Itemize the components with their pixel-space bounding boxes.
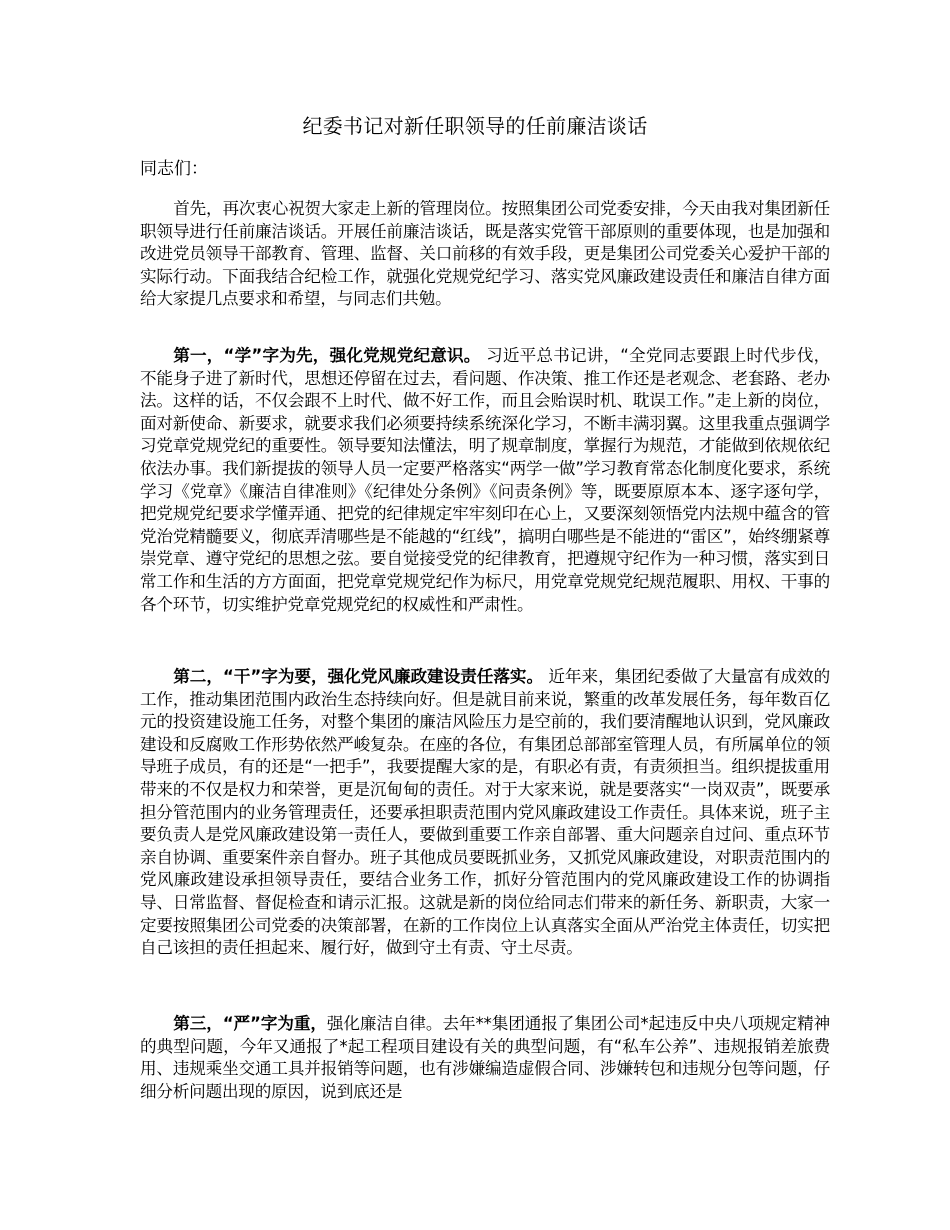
- paragraph-text: 首先，再次衷心祝贺大家走上新的管理岗位。按照集团公司党委安排，今天由我对集团新任职领导进行任前廉洁谈话。开展任前廉洁谈话，既是落实党管干部原则的重要体现，也是加强和改进党员领导干部教育、管理、监督、关口前移的有效手段，更是集团公司党委关心爱护干部的实际行动。下面我结合纪检工作，就强化党规党纪学习、落实党风廉政建设责任和廉洁自律方面给大家提几点要求和希望，与同志们共勉。: [140, 199, 830, 309]
- paragraph-opening: [140, 198, 830, 311]
- paragraph-text: 强化廉洁自律。去年**集团通报了集团公司*起违反中央八项规定精神的典型问题，今年又通报了*起工程项目建设有关的典型问题，有“私车公养”、违规报销差旅费用、违规乘坐交通工具并报销等问题，也有涉嫌编造虚假合同、涉嫌转包和违规分包等问题，仔细分析问题出现的原因，说到底还是: [140, 1014, 830, 1101]
- paragraph-text: 近年来，集团纪委做了大量富有成效的工作，推动集团范围内政治生态持续向好。但是就目前来说，繁重的改革发展任务，每年数百亿元的投资建设施工任务，对整个集团的廉洁风险压力是空前的，我们要清醒地认识到，党风廉政建设和反腐败工作形势依然严峻复杂。在座的各位，有集团总部部室管理人员，有所属单位的领导班子成员，有的还是“一把手”，我要提醒大家的是，有职必有责，有责须担当。组织提拔重用带来的不仅是权力和荣誉，更是沉甸甸的责任。对于大家来说，就是要落实“一岗双责”，既要承担分管范围内的业务管理责任，还要承担职责范围内党风廉政建设工作责任。具体来说，班子主要负责人是党风廉政建设第一责任人，要做到重要工作亲自部署、重大问题亲自过问、重点环节亲自协调、重要案件亲自督办。班子其他成员要既抓业务，又抓党风廉政建设，对职责范围内的党风廉政建设承担领导责任，要结合业务工作，抓好分管范围内的党风廉政建设工作的协调指导、日常监督、督促检查和请示汇报。这就是新的岗位给同志们带来的新任务、新职责，大家一定要按照集团公司党委的决策部署，在新的工作岗位上认真落实全面从严治党主体责任，切实把自己该担的责任担起来、履行好，做到守土有责、守土尽责。: [140, 667, 830, 958]
- paragraph-point-1: [140, 345, 830, 616]
- salutation: 同志们：: [140, 159, 208, 179]
- paragraph-lead: 第一，“学”字为先，强化党规党纪意识。: [173, 346, 481, 365]
- paragraph-lead: 第二，“干”字为要，强化党风廉政建设责任落实。: [173, 667, 544, 686]
- document-title: 纪委书记对新任职领导的任前廉洁谈话: [302, 114, 648, 138]
- paragraph-point-3: [140, 1013, 830, 1103]
- paragraph-lead: 第三，“严”字为重，: [173, 1014, 327, 1033]
- paragraph-point-2: [140, 666, 830, 960]
- paragraph-text: 习近平总书记讲，“全党同志要跟上时代步伐，不能身子进了新时代，思想还停留在过去，看问题、作决策、推工作还是老观念、老套路、老办法。这样的话，不仅会跟不上时代、做不好工作，而且会贻误时机、耽误工作。”走上新的岗位，面对新使命、新要求，就要求我们必须要持续系统深化学习，不断丰满羽翼。这里我重点强调学习党章党规党纪的重要性。领导要知法懂法，明了规章制度，掌握行为规范，才能做到依规依纪依法办事。我们新提拔的领导人员一定要严格落实“两学一做”学习教育常态化制度化要求，系统学习《党章》《廉洁自律准则》《纪律处分条例》《问责条例》等，既要原原本本、逐字逐句学，把党规党纪要求学懂弄通、把党的纪律规定牢牢刻印在心上，又要深刻领悟党内法规中蕴含的管党治党精髓要义，彻底弄清哪些是不能越的“红线”，搞明白哪些是不能进的“雷区”，始终绷紧尊崇党章、遵守党纪的思想之弦。要自觉接受党的纪律教育，把遵规守纪作为一种习惯，落实到日常工作和生活的方方面面，把党章党规党纪作为标尺，用党章党规党纪规范履职、用权、干事的各个环节，切实维护党章党规党纪的权威性和严肃性。: [140, 346, 831, 614]
